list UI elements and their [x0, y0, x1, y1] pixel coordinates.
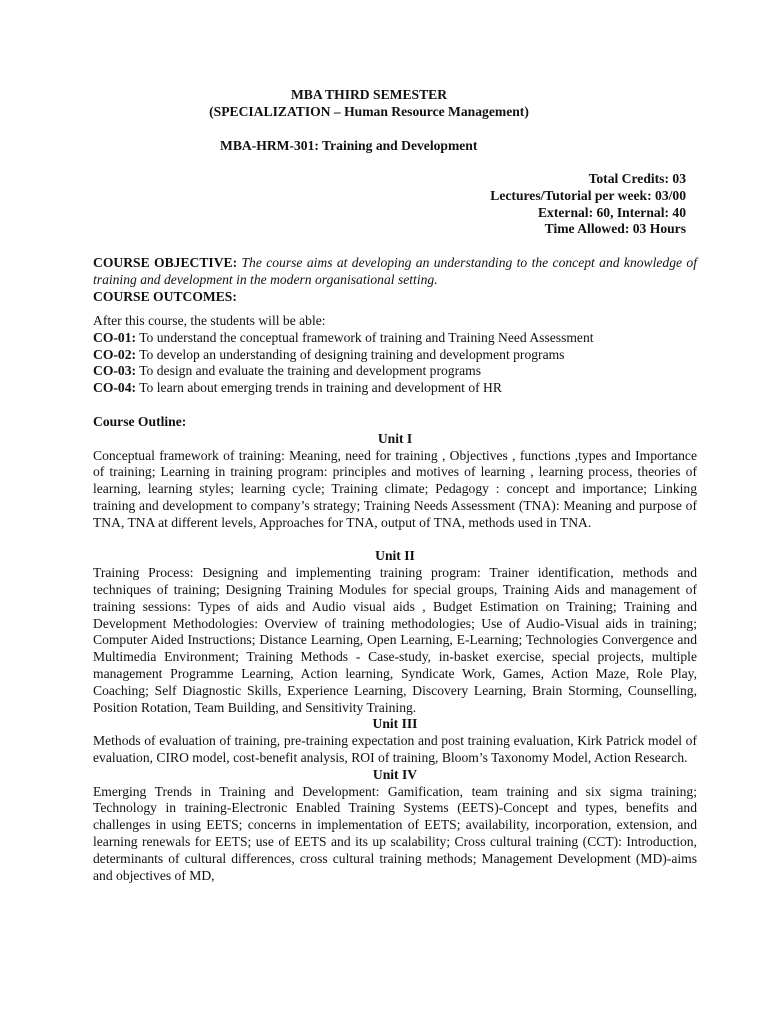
unit-text: Training Process: Designing and implementing training program: Trainer identification, methods and techniques of training; Designing Training Modules for special groups, Training Aids and management of training sessions: Types of aids and Audio visual aids , Budget Estimation on Training; Training and Development Methodologies: Overview of training methodologies; Use of Audio-Visual aids in training; Computer Aided Instructions; Distance Learning, Open Learning, E-Learning; Technologies Convergence and Multimedia Environment; Training Methods - Case-study, in-basket exercise, special projects, multiple management Programme Learning, Action learning, Syndicate Work, Games, Action Maze, Role Play, Coaching; Self Diagnostic Skills, Experience Learning, Discovery Learning, Brain Storming, Counselling, Position Rotation, Team Building, and Sensitivity Training.: [93, 565, 697, 715]
time-allowed: Time Allowed: 03 Hours: [544, 221, 686, 237]
specialization-title: (SPECIALIZATION – Human Resource Management): [209, 104, 529, 119]
unit-text: Methods of evaluation of training, pre-training expectation and post training evaluation, Kirk Patrick model of evaluation, CIRO model, cost-benefit analysis, ROI of training, Bloom’s Taxonomy Model, Action Research.: [93, 733, 697, 765]
outcome-item: CO-04: To learn about emerging trends in training and development of HR: [93, 380, 502, 396]
outcome-item: CO-01: To understand the conceptual framework of training and Training Need Assessment: [93, 329, 594, 345]
outcomes-label: COURSE OUTCOMES:: [93, 288, 237, 304]
unit-title: Unit I: [377, 430, 413, 446]
outcomes-intro: After this course, the students will be able:: [93, 313, 326, 328]
semester-title: MBA THIRD SEMESTER: [290, 87, 448, 102]
course-outcomes: [93, 313, 697, 397]
unit-title: Unit II: [375, 548, 415, 564]
unit-text: Conceptual framework of training: Meaning, need for training , Objectives , functions ,types and Importance of training; Learning in training program: principles and motives of learning , learning process, theories of learning, learning styles; learning cycle; Training climate; Pedagogy : concept and importance; Linking training and development to company’s strategy; Training Needs Assessment (TNA): Meaning and purpose of TNA, TNA at different levels, Approaches for TNA, output of TNA, methods used in TNA.: [93, 447, 697, 530]
total-credits: Total Credits: 03: [588, 171, 686, 186]
lectures-per-week: Lectures/Tutorial per week: 03/00: [490, 187, 686, 203]
unit-text: Emerging Trends in Training and Development: Gamification, team training and six sigma training; Technology in training-Electronic Enabled Training Systems (EETS)-Concept and types, benefits and challenges in using EETS; concerns in implementation of EETS; availability, incorporation, extension, and learning renewals for EETS; use of EETS and its up scalability; Cross cultural training (CCT): Introduction, determinants of cultural differences, cross cultural training methods; Management Development (MD)-aims and objectives of MD,: [93, 783, 697, 883]
outcome-item: CO-02: To develop an understanding of designing training and development programs: [93, 346, 565, 362]
marks-distribution: External: 60, Internal: 40: [537, 204, 686, 220]
outline-label: Course Outline:: [93, 414, 187, 429]
outcome-item: CO-03: To design and evaluate the training and development programs: [93, 363, 482, 379]
unit-title: Unit IV: [372, 766, 418, 782]
course-meta: [490, 171, 686, 238]
objective-text: The course aims at developing an understanding to the concept and knowledge of training and development in the modern organisational setting.: [93, 255, 697, 287]
objective-label: COURSE OBJECTIVE:: [93, 255, 238, 270]
course-objective: [93, 255, 697, 305]
course-title: MBA-HRM-301: Training and Development: [220, 138, 478, 153]
course-outline: [93, 414, 697, 884]
unit-title: Unit III: [372, 716, 418, 732]
